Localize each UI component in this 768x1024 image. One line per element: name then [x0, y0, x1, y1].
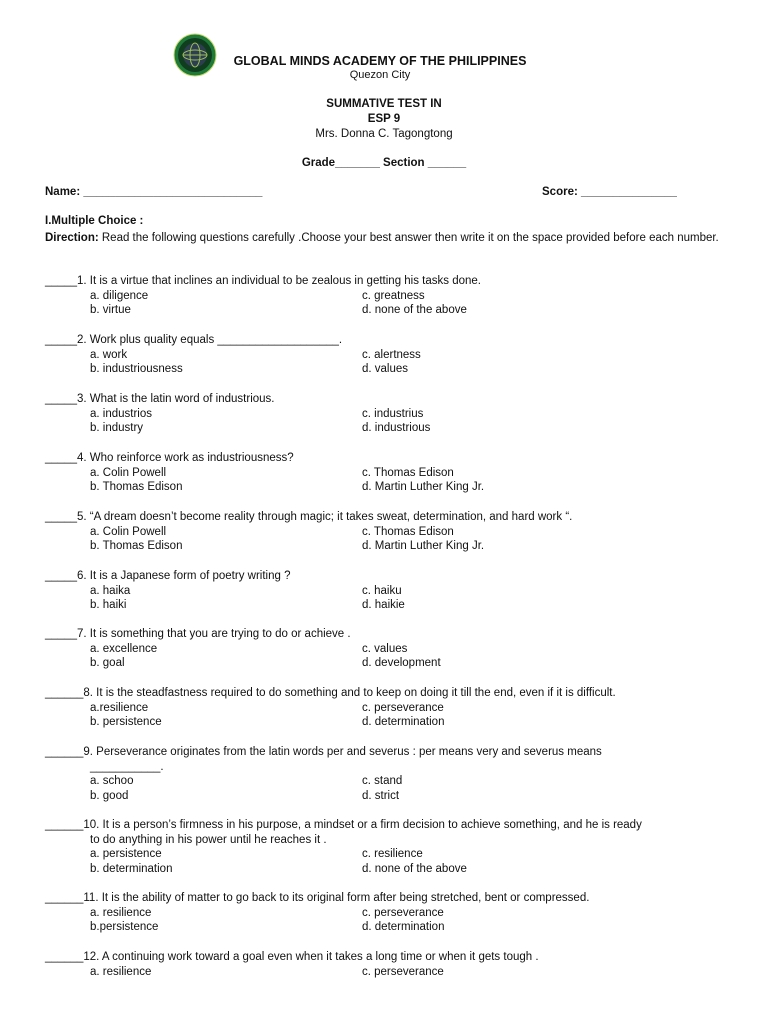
option-b: b. virtue	[90, 304, 131, 317]
option-d: d. haikie	[362, 599, 405, 612]
option-d: d. Martin Luther King Jr.	[362, 481, 485, 494]
section-title: I.Multiple Choice :	[45, 215, 144, 227]
option-d: d. strict	[362, 790, 400, 803]
question-stem[interactable]: _____3. What is the latin word of industrious.	[45, 393, 275, 405]
option-c: c. perseverance	[362, 965, 444, 978]
question-8	[45, 686, 725, 730]
option-d: d. determination	[362, 921, 445, 934]
test-subject: ESP 9	[367, 113, 401, 125]
question-5	[45, 510, 725, 554]
question-stem[interactable]: _____1. It is a virtue that inclines an individual to be zealous in getting his tasks done.	[45, 275, 481, 287]
direction-label: Direction:	[45, 232, 99, 244]
option-c: c. alertness	[362, 348, 421, 361]
school-seal-icon	[173, 33, 217, 77]
option-a: a. diligence	[90, 289, 149, 302]
option-a: a. work	[90, 348, 128, 361]
option-c: c. haiku	[362, 584, 402, 597]
question-4	[45, 451, 725, 495]
option-c: c. Thomas Edison	[362, 525, 454, 538]
grade-section-field[interactable]: Grade_______ Section ______	[301, 157, 467, 169]
question-3	[45, 392, 725, 436]
question-12	[45, 950, 725, 979]
question-stem-continued: ___________.	[90, 760, 164, 773]
option-a: a. schoo	[90, 775, 134, 788]
option-b: b.persistence	[90, 921, 159, 934]
directions	[45, 231, 725, 245]
question-stem[interactable]: ______9. Perseverance originates from the latin words per and severus : per means very and severus means	[45, 746, 602, 758]
question-stem[interactable]: _____2. Work plus quality equals ___________________.	[45, 334, 343, 346]
option-d: d. values	[362, 363, 409, 376]
option-a: a. resilience	[90, 906, 152, 919]
direction-text: Read the following questions carefully .Choose your best answer then write it on the space provided before each number.	[98, 232, 719, 244]
question-10	[45, 818, 725, 877]
question-stem[interactable]: _____5. “A dream doesn’t become reality through magic; it takes sweat, determination, and hard work “.	[45, 511, 573, 523]
option-c: c. perseverance	[362, 906, 444, 919]
option-b: b. Thomas Edison	[90, 540, 183, 553]
question-7	[45, 627, 725, 671]
option-a: a. Colin Powell	[90, 466, 167, 479]
option-b: b. Thomas Edison	[90, 481, 183, 494]
question-stem-continued: to do anything in his power until he reaches it .	[90, 833, 327, 846]
question-6	[45, 569, 725, 613]
option-c: c. values	[362, 642, 408, 655]
option-d: d. industrious	[362, 422, 431, 435]
question-stem[interactable]: _____4. Who reinforce work as industriousness?	[45, 452, 294, 464]
option-b: b. persistence	[90, 716, 162, 729]
option-d: d. development	[362, 657, 441, 670]
question-stem[interactable]: _____6. It is a Japanese form of poetry writing ?	[45, 570, 291, 582]
option-d: d. Martin Luther King Jr.	[362, 540, 485, 553]
option-d: d. determination	[362, 716, 445, 729]
school-name: GLOBAL MINDS ACADEMY OF THE PHILIPPINES	[233, 54, 527, 68]
option-c: c. industrius	[362, 407, 424, 420]
option-c: c. Thomas Edison	[362, 466, 454, 479]
option-a: a. excellence	[90, 642, 158, 655]
option-d: d. none of the above	[362, 863, 467, 876]
option-c: c. greatness	[362, 289, 425, 302]
option-a: a. industrios	[90, 407, 153, 420]
student-name-field[interactable]: Name: ____________________________	[45, 186, 263, 198]
option-b: b. good	[90, 790, 129, 803]
option-b: b. determination	[90, 863, 173, 876]
question-11	[45, 891, 725, 935]
test-title: SUMMATIVE TEST IN	[326, 98, 442, 110]
teacher-name: Mrs. Donna C. Tagongtong	[315, 128, 453, 140]
question-stem[interactable]: ______10. It is a person’s firmness in his purpose, a mindset or a firm decision to achieve something, and he is ready	[45, 819, 642, 831]
question-stem[interactable]: _____7. It is something that you are trying to do or achieve .	[45, 628, 351, 640]
option-b: b. industriousness	[90, 363, 183, 376]
question-stem[interactable]: ______11. It is the ability of matter to go back to its original form after being stretched, bent or compressed.	[45, 892, 590, 904]
score-field[interactable]: Score: _______________	[542, 186, 677, 198]
option-d: d. none of the above	[362, 304, 467, 317]
option-a: a.resilience	[90, 701, 149, 714]
question-9	[45, 745, 725, 804]
option-a: a. haika	[90, 584, 131, 597]
option-c: c. stand	[362, 775, 403, 788]
option-a: a. resilience	[90, 965, 152, 978]
option-a: a. Colin Powell	[90, 525, 167, 538]
option-b: b. industry	[90, 422, 144, 435]
question-2	[45, 333, 725, 377]
option-a: a. persistence	[90, 848, 162, 861]
option-b: b. haiki	[90, 599, 127, 612]
option-c: c. resilience	[362, 848, 423, 861]
option-b: b. goal	[90, 657, 125, 670]
option-c: c. perseverance	[362, 701, 444, 714]
question-1	[45, 274, 725, 318]
school-city: Quezon City	[349, 69, 411, 81]
question-stem[interactable]: ______12. A continuing work toward a goal even when it takes a long time or when it gets tough .	[45, 951, 539, 963]
question-stem[interactable]: ______8. It is the steadfastness required to do something and to keep on doing it till the end, even if it is difficult.	[45, 687, 616, 699]
